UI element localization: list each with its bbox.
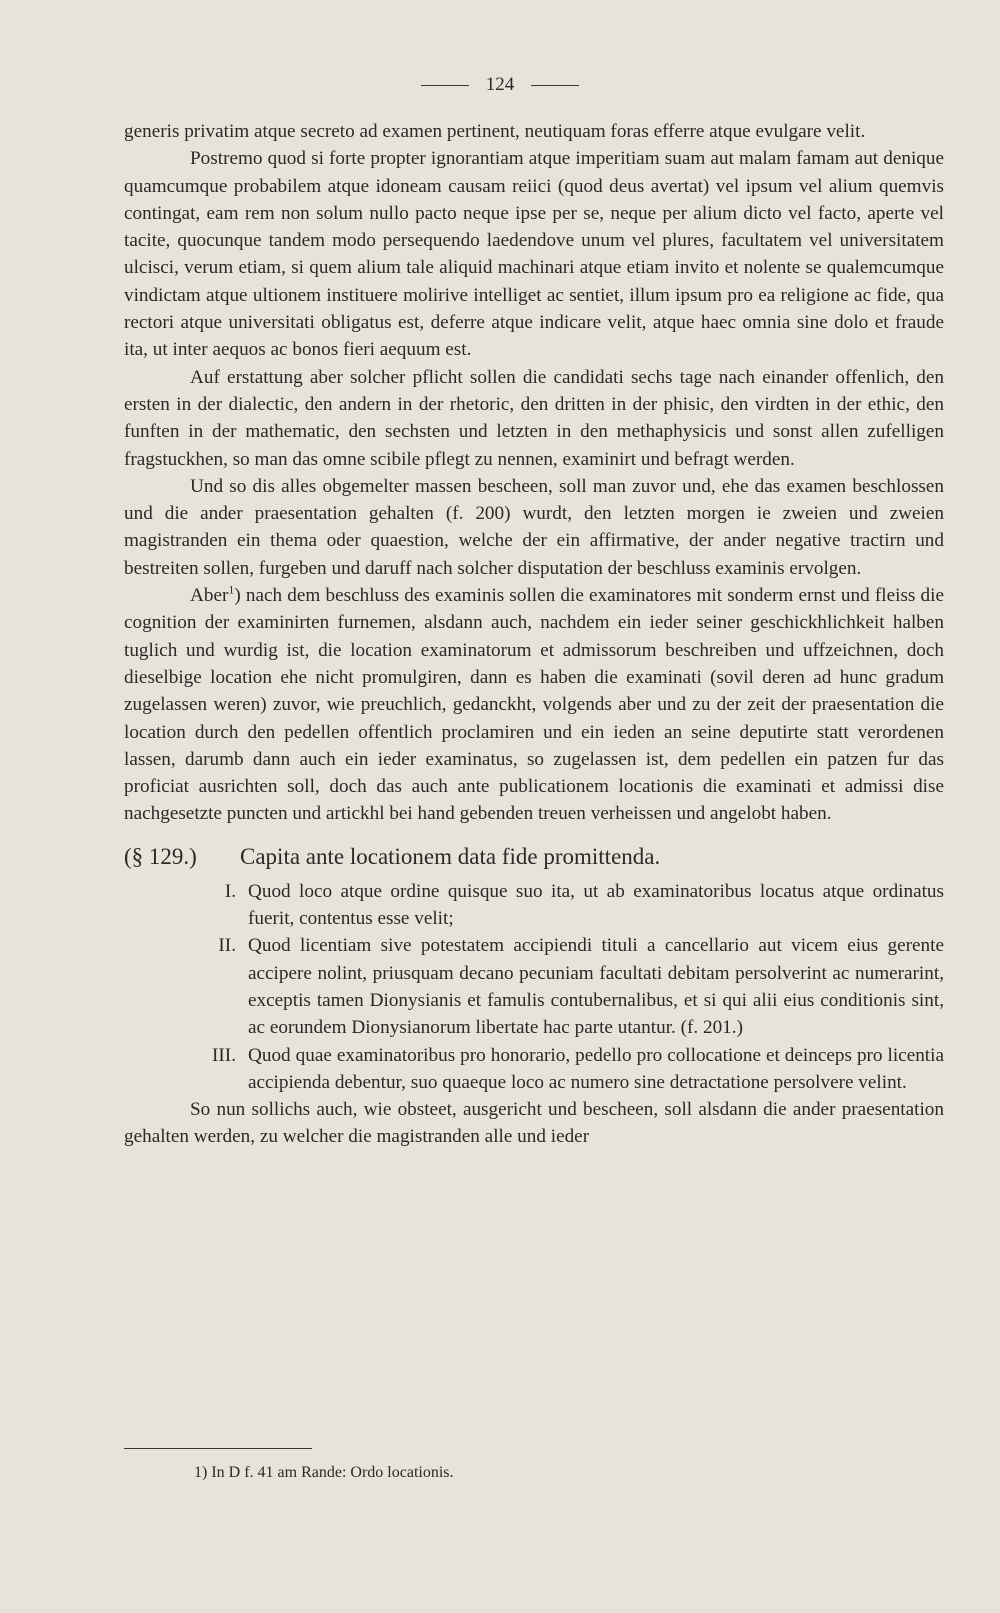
body-text xyxy=(124,118,944,1151)
caput-numeral: I. xyxy=(224,880,236,902)
paragraph-continued: generis privatim atque secreto ad examen pertinent, neutiquam foras efferre atque evulgare velit. xyxy=(124,121,866,142)
paragraph-und-so: Und so dis alles obgemelter massen bescheen, soll man zuvor und, ehe das examen beschlossen und die ander praesentation gehalten (f. 200) wurdt, den letzten morgen ie zweien und zweien magistranden ein thema oder quaestion, welche der ein affirmative, der ander negative tractirn und bestreiten sollen, furgeben und daruff nach solcher disputation der beschluss examinis ervolgen. xyxy=(124,475,944,579)
caput-numeral: II. xyxy=(218,935,236,957)
caput-item-2 xyxy=(124,932,944,1041)
footnote: 1) In D f. 41 am Rande: Ordo locationis. xyxy=(194,1464,454,1481)
caput-item-1 xyxy=(124,878,944,933)
caput-text: Quod quae examinatoribus pro honorario, pedello pro collocatione et deinceps pro licentia accipienda debentur, suo quaeque loco ac numero sine detractatione persolvere velint. xyxy=(248,1044,944,1093)
footnote-divider xyxy=(124,1448,312,1449)
section-number: (§ 129.) xyxy=(124,843,197,869)
paragraph-so-nun: So nun sollichs auch, wie obsteet, ausgericht und bescheen, soll alsdann die ander praesentation gehalten werden, zu welcher die magistranden alle und ieder xyxy=(124,1099,944,1148)
page-header xyxy=(0,74,1000,96)
header-rule-left xyxy=(421,85,469,86)
page-number: 124 xyxy=(485,74,515,95)
caput-text: Quod licentiam sive potestatem accipiendi tituli a cancellario aut vicem eius gerente accipere nolint, priusquam decano pecuniam facultati debitam persolverint ac numerarint, exceptis tamen Dionysianis et famulis contubernalibus, et si qui alii eius conditionis sint, ac eorundem Dionysianorum libertate hac parte utantur. (f. 201.) xyxy=(248,935,944,1039)
caput-item-3 xyxy=(124,1042,944,1097)
section-heading xyxy=(124,842,944,872)
paragraph-postremo: Postremo quod si forte propter ignorantiam atque imperitiam suam aut malam famam aut denique quamcumque probabilem atque idoneam causam reiici (quod deus avertat) vel ipsum vel alium quemvis contingat, eam rem non solum nullo pacto neque ipse per se, neque per alium dicto vel facto, aperte vel tacite, quocunque tandem modo persequendo laedendove unum vel plures, facultatem vel universitatem ulcisci, verum etiam, si quem alium tale aliquid machinari atque etiam invito et nolente se qualemcumque vindictam atque ultionem instituere molirive intelliget ac sentiet, illum ipsum pro ea religione ac fide, qua rectori atque universitati obligatus est, deferre atque indicare velit, atque haec omnia sine dolo et fraude ita, ut inter aequos ac bonos fieri aequum est. xyxy=(124,148,944,361)
aber-text: ) nach dem beschluss des examinis sollen die examinatores mit sonderm ernst und fleiss die cognition der examinirten furnemen, alsdann auch, nachdem ein ieder seiner geschickhlichkeit halben tuglich und wurdig ist, die location examinatorum et admissorum beschreiben und uffzeichnen, doch dieselbige location ehe nicht promulgiren, dann es haben die examinati (sovil deren ad hunc gradum zugelassen weren) zuvor, wie preuchlich, gedanckht, volgends aber und zu der zeit der praesentation die location durch den pedellen offentlich proclamiren und ein ieden an seine deputirte statt verordenen lassen, darumb dann auch ein ieder examinatus, so zugelassen ist, dem pedellen ein patzen fur das proficiat ausrichten soll, doch das auch ante publicationem locationis die examinati et admissi dise nachgesetzte puncten und artickhl bei hand gebenden treuen verheissen und angelobt haben. xyxy=(124,585,944,825)
aber-lead: Aber xyxy=(190,585,229,607)
header-rule-right xyxy=(531,85,579,86)
caput-text: Quod loco atque ordine quisque suo ita, ut ab examinatoribus locatus atque ordinatus fuerit, contentus esse velit; xyxy=(248,880,944,930)
paragraph-aber xyxy=(124,582,944,828)
caput-numeral: III. xyxy=(212,1044,236,1066)
section-title: Capita ante locationem data fide promittenda. xyxy=(240,843,661,869)
paragraph-auf-erstattung: Auf erstattung aber solcher pflicht sollen die candidati sechs tage nach einander offenlich, den ersten in der dialectic, den andern in der rhetoric, den dritten in der phisic, den virdten in der ethic, den funften in der mathematic, den sechsten und letzten in den methaphysicis und sonst allen zufelligen fragstuckhen, so man das omne scibile pflegt zu nennen, examinirt und befragt werden. xyxy=(124,366,944,470)
footnote-mark: 1 xyxy=(228,582,235,597)
